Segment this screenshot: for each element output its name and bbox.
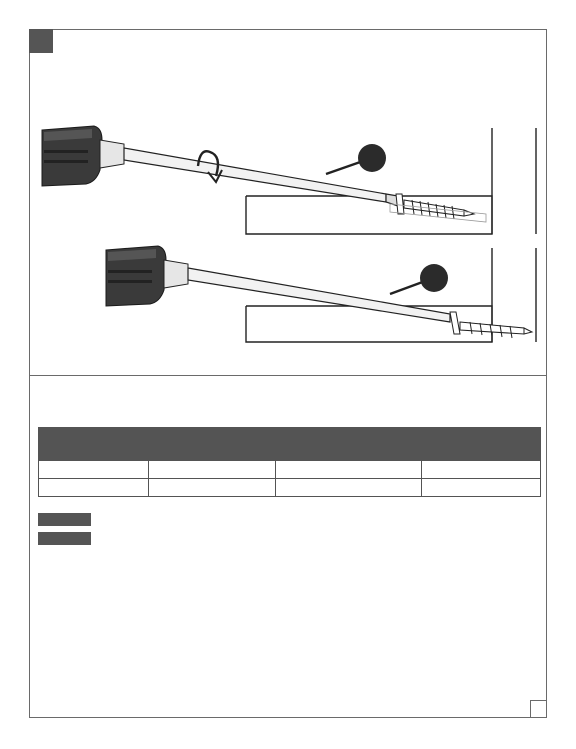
table-header-cell [39, 428, 149, 461]
table-cell [39, 461, 149, 479]
table-header-cell [422, 428, 541, 461]
screw-icon-bottom [450, 312, 532, 338]
table-cell [422, 479, 541, 497]
page-number-box [530, 700, 547, 718]
power-drill-icon-bottom [106, 246, 188, 306]
spec-table [38, 427, 541, 497]
table-cell [39, 479, 149, 497]
table-cell [276, 461, 422, 479]
callout-marker-top [358, 144, 386, 172]
table-cell [422, 461, 541, 479]
top-drill-group [42, 126, 536, 234]
table-cell [276, 479, 422, 497]
screw-icon [396, 194, 474, 219]
step-number-badge [29, 29, 53, 53]
table-cell [149, 461, 276, 479]
table-row [39, 479, 541, 497]
table-row [39, 461, 541, 479]
table-header-row [39, 428, 541, 461]
note-tag [38, 513, 91, 526]
table-header-cell [276, 428, 422, 461]
table-header-cell [149, 428, 276, 461]
drilling-illustration [30, 110, 546, 360]
table-cell [149, 479, 276, 497]
callout-marker-bottom [420, 264, 448, 292]
drill-bit-bottom [188, 268, 450, 322]
bottom-drill-group [106, 246, 536, 342]
note-tag [38, 532, 91, 545]
drill-bit-top [124, 148, 398, 206]
power-drill-icon [42, 126, 124, 186]
section-divider [29, 375, 547, 376]
